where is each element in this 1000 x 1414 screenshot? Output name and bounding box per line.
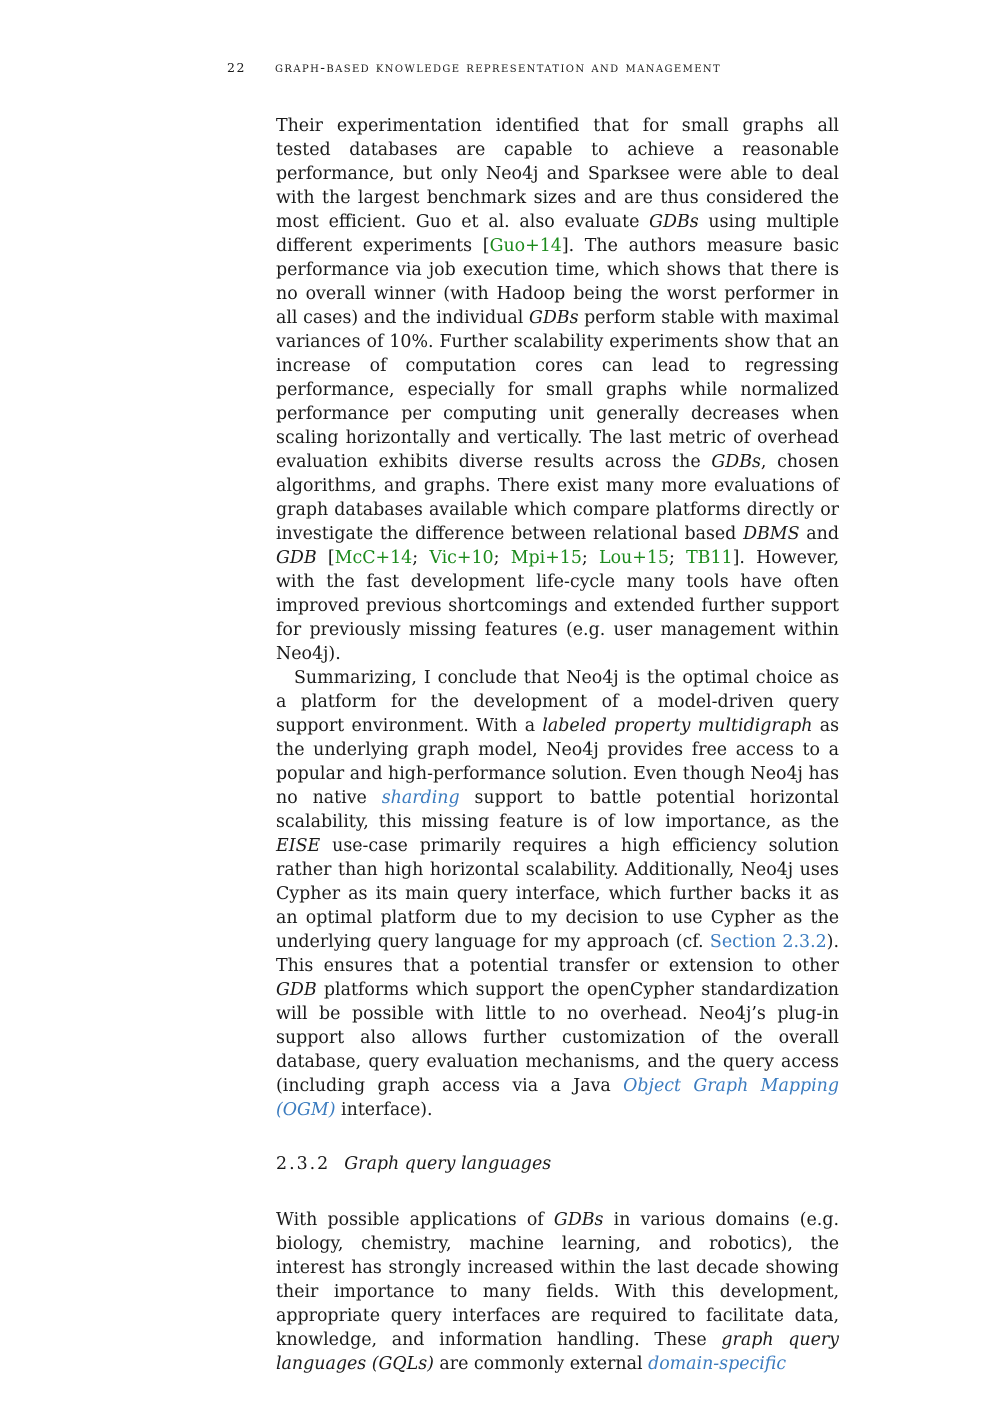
text: Summarizing, I conclude that Neo4j is the optimal choice as a platform for the development of a model-driven query support environment. With a: [276, 668, 839, 736]
separator: ;: [581, 548, 600, 568]
text: as the underlying graph model, Neo4j provides free access to a popular and high-performance solution. Even though Neo4j has no native: [276, 716, 839, 808]
term-gdbs: GDBs: [528, 308, 579, 328]
term-gdb: GDB: [276, 980, 317, 1000]
glossary-link-sharding[interactable]: sharding: [381, 788, 460, 808]
term-gdb: GDB: [276, 548, 317, 568]
term-dbms: DBMS: [743, 524, 800, 544]
citation-vic10[interactable]: Vic+10: [429, 548, 494, 568]
glossary-link-domain-specific[interactable]: domain-specific: [648, 1354, 787, 1374]
paragraph-3: [276, 1208, 839, 1376]
citation-guo14[interactable]: Guo+14: [489, 236, 562, 256]
citation-mcc14[interactable]: McC+14: [334, 548, 413, 568]
text: ). This ensures that a potential transfer or extension to other: [276, 932, 839, 976]
term-eise: EISE: [276, 836, 321, 856]
paragraph-2: [276, 666, 839, 1122]
text: platforms which support the openCypher standardization will be possible with little to no overhead. Neo4j’s plug-in support also allows further customization of the overall database, query evaluation mechanisms, and the query access (including graph access via a Java: [276, 980, 839, 1096]
term-gdbs: GDBs: [649, 212, 699, 232]
paragraph-1: [276, 114, 839, 666]
text: interface).: [335, 1100, 433, 1120]
running-title: graph-based knowledge representation and management: [275, 60, 722, 76]
page-number: 22: [227, 60, 247, 75]
section-title: Graph query languages: [344, 1154, 552, 1174]
citation-lou15[interactable]: Lou+15: [599, 548, 669, 568]
text: and: [799, 524, 840, 544]
text: [: [316, 548, 335, 568]
text: Their experimentation identified that for small graphs all tested databases are capable to achieve a reasonable performance, but only Neo4j and Sparksee were able to deal with the largest benchmark sizes and are thus considered the most efficient. Guo et al. also evaluate: [276, 116, 839, 232]
citation-mpi15[interactable]: Mpi+15: [510, 548, 582, 568]
glossary-link-ogm[interactable]: Object Graph Mapping (OGM): [276, 1076, 839, 1120]
section-reference-link[interactable]: Section 2.3.2: [709, 932, 827, 952]
text: are commonly external: [433, 1354, 649, 1374]
term-gqls: graph query languages (GQLs): [276, 1330, 839, 1374]
text: ]. However, with the fast development life-cycle many tools have often improved previous shortcomings and extended further support for previously missing features (e.g. user management within Neo4j).: [276, 548, 839, 664]
text: using multiple different experiments [: [276, 212, 839, 256]
section-heading: [276, 1152, 839, 1176]
separator: ;: [668, 548, 687, 568]
text: ]. The authors measure basic performance via job execution time, which shows that there is no overall winner (with Hadoop being the worst performer in all cases) and the individual: [276, 236, 839, 328]
page-body: [276, 114, 839, 1376]
separator: ;: [493, 548, 511, 568]
text: perform stable with maximal variances of 10%. Further scalability experiments show that an increase of computation cores can lead to regressing performance, especially for small graphs while normalized performance per computing unit generally decreases when scaling horizontally and vertically. The last metric of overhead evaluation exhibits diverse results across the: [276, 308, 840, 472]
text: With possible applications of: [276, 1210, 554, 1230]
text: , chosen algorithms, and graphs. There exist many more evaluations of graph databases available which compare platforms directly or investigate the difference between relational based: [276, 452, 839, 544]
term-gdbs: GDBs: [711, 452, 761, 472]
separator: ;: [412, 548, 430, 568]
citation-tb11[interactable]: TB11: [686, 548, 733, 568]
term-labeled-property-multidigraph: labeled property multidigraph: [542, 716, 813, 736]
text: in various domains (e.g. biology, chemistry, machine learning, and robotics), the interest has strongly increased within the last decade showing their importance to many fields. With this development, appropriate query interfaces are required to facilitate data, knowledge, and information handling. These: [276, 1210, 839, 1350]
text: use-case primarily requires a high efficiency solution rather than high horizontal scalability. Additionally, Neo4j uses Cypher as its main query interface, which further backs it as an optimal platform due to my decision to use Cypher as the underlying query language for my approach (cf.: [276, 836, 839, 952]
running-head: [227, 60, 847, 76]
text: support to battle potential horizontal scalability, this missing feature is of low importance, as the: [276, 788, 839, 832]
section-number: 2.3.2: [276, 1154, 331, 1174]
term-gdbs: GDBs: [553, 1210, 604, 1230]
